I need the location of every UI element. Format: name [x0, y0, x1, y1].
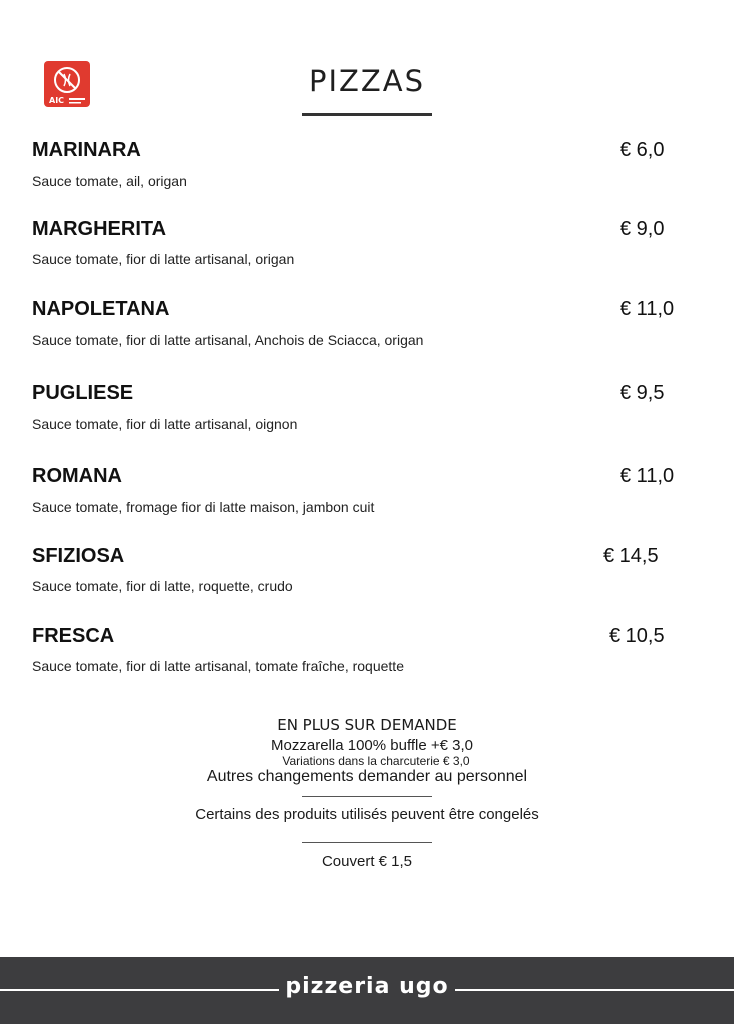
pizza-name-marinara: MARINARA	[32, 139, 141, 161]
pizza-price-napoletana: € 11,0	[620, 298, 675, 320]
pizza-name-napoletana: NAPOLETANA	[32, 298, 170, 320]
pizza-desc-marinara: Sauce tomate, ail, origan	[32, 173, 187, 189]
extras-divider	[302, 796, 432, 797]
footer-bar	[0, 957, 734, 1024]
extras-buffalo: Mozzarella 100% buffle +€ 3,0	[271, 737, 473, 754]
page-title: PIZZAS	[308, 64, 426, 98]
extras-charcuterie: Variations dans la charcuterie € 3,0	[282, 754, 470, 768]
extras-heading: EN PLUS SUR DEMANDE	[277, 716, 457, 734]
pizza-desc-sfiziosa: Sauce tomate, fior di latte, roquette, crudo	[32, 578, 293, 594]
pizza-price-fresca: € 10,5	[609, 625, 665, 647]
svg-text:AIC: AIC	[49, 96, 65, 105]
pizza-name-fresca: FRESCA	[32, 625, 115, 647]
pizza-price-romana: € 11,0	[620, 465, 675, 487]
pizza-name-pugliese: PUGLIESE	[32, 382, 134, 404]
pizza-desc-napoletana: Sauce tomate, fior di latte artisanal, Anchois de Sciacca, origan	[32, 332, 424, 348]
note-divider	[302, 842, 432, 843]
pizza-name-margherita: MARGHERITA	[32, 218, 167, 240]
pizza-price-sfiziosa: € 14,5	[603, 545, 659, 567]
title-underline	[302, 113, 432, 116]
pizza-name-sfiziosa: SFIZIOSA	[32, 545, 125, 567]
pizza-desc-fresca: Sauce tomate, fior di latte artisanal, tomate fraîche, roquette	[32, 658, 404, 674]
brand-name: pizzeria ugo	[279, 974, 454, 999]
frozen-note: Certains des produits utilisés peuvent être congelés	[195, 806, 539, 823]
pizza-price-margherita: € 9,0	[620, 218, 665, 240]
extras-changes: Autres changements demander au personnel	[206, 768, 528, 785]
footer-brand	[0, 974, 734, 999]
pizza-desc-pugliese: Sauce tomate, fior di latte artisanal, oignon	[32, 416, 298, 432]
pizza-name-romana: ROMANA	[32, 465, 122, 487]
pizza-desc-margherita: Sauce tomate, fior di latte artisanal, origan	[32, 251, 295, 267]
cover-charge: Couvert € 1,5	[321, 853, 413, 870]
pizza-price-pugliese: € 9,5	[620, 382, 665, 404]
pizza-price-marinara: € 6,0	[620, 139, 665, 161]
pizza-desc-romana: Sauce tomate, fromage fior di latte maison, jambon cuit	[32, 499, 375, 515]
